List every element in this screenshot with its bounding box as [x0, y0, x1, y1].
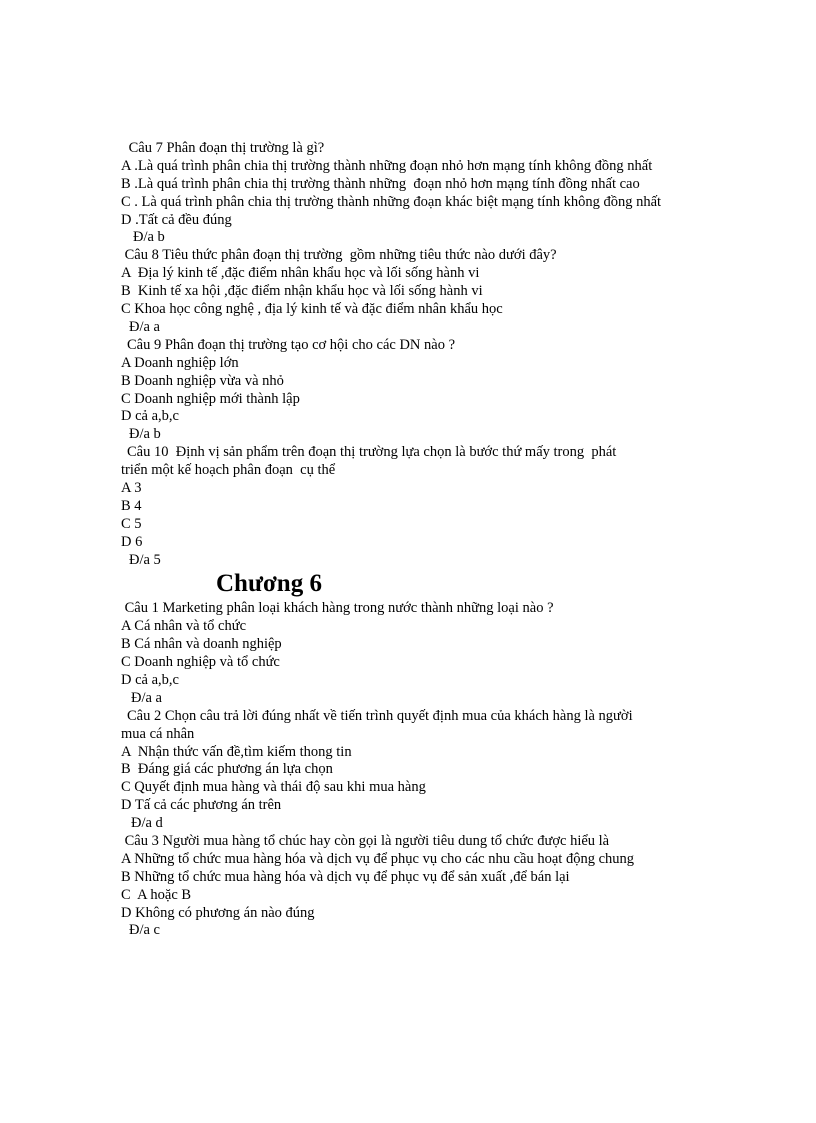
text-line: Đ/a c — [129, 922, 160, 939]
text-line: Đ/a d — [131, 815, 163, 832]
text-line: D Không có phương án nào đúng — [121, 904, 315, 921]
text-line: B Những tổ chức mua hàng hóa và dịch vụ để phục vụ để sản xuất ,để bán lại — [121, 868, 570, 885]
text-line: Đ/a a — [129, 318, 160, 335]
text-line: Câu 7 Phân đoạn thị trường là gì? — [125, 140, 325, 156]
text-line: A .Là quá trình phân chia thị trường thành những đoạn nhỏ hơn mạng tính không đồng nhất — [121, 157, 653, 174]
text-line: Đ/a b — [133, 229, 165, 246]
text-line: C . Là quá trình phân chia thị trường thành những đoạn khác biệt mạng tính không đồng nhất — [121, 193, 662, 210]
text-line: A 3 — [121, 479, 142, 496]
text-line: B 4 — [121, 497, 142, 514]
text-line: Đ/a a — [131, 689, 162, 706]
text-line: D cả a,b,c — [121, 671, 179, 688]
document-body — [121, 140, 701, 940]
text-line: A Những tổ chức mua hàng hóa và dịch vụ để phục vụ cho các nhu cầu hoạt động chung — [121, 850, 635, 867]
text-line: Câu 2 Chọn câu trả lời đúng nhất về tiến trình quyết định mua của khách hàng là người — [127, 707, 633, 724]
text-line: B Kinh tế xa hội ,đặc điểm nhận khẩu học và lối sống hành vi — [121, 283, 483, 300]
text-line: A Doanh nghiệp lớn — [121, 354, 239, 371]
text-line: C Doanh nghiệp và tổ chức — [121, 654, 280, 671]
text-line: Câu 10 Định vị sản phẩm trên đoạn thị trường lựa chọn là bước thứ mấy trong phát — [127, 444, 617, 461]
chapter-heading: Chương 6 — [216, 570, 322, 598]
text-line: C A hoặc B — [121, 886, 192, 903]
text-line: B Doanh nghiệp vừa và nhỏ — [121, 372, 284, 389]
text-line: Câu 9 Phân đoạn thị trường tạo cơ hội cho các DN nào ? — [127, 336, 456, 353]
text-line: D cả a,b,c — [121, 408, 179, 425]
text-line: A Địa lý kinh tế ,đặc điểm nhân khẩu học và lối sống hành vi — [121, 265, 480, 282]
text-line: A Nhận thức vấn đề,tìm kiếm thong tin — [121, 743, 352, 760]
text-line: Câu 3 Người mua hàng tổ chúc hay còn gọi là người tiêu dung tổ chức được hiểu là — [121, 832, 610, 849]
text-line: Câu 8 Tiêu thức phân đoạn thị trường gồm những tiêu thức nào dưới đây? — [121, 247, 557, 264]
text-line: Câu 1 Marketing phân loại khách hàng trong nước thành những loại nào ? — [121, 600, 554, 617]
text-line: Đ/a 5 — [129, 551, 161, 568]
text-line: B Cá nhân và doanh nghiệp — [121, 636, 282, 653]
text-line: D 6 — [121, 533, 143, 550]
text-line: C 5 — [121, 515, 142, 532]
text-line: A Cá nhân và tổ chức — [121, 618, 247, 635]
text-line: triển một kế hoạch phân đoạn cụ thể — [121, 462, 336, 479]
text-line: mua cá nhân — [121, 725, 195, 742]
text-line: B .Là quá trình phân chia thị trường thành những đoạn nhỏ hơn mạng tính đồng nhất cao — [121, 175, 640, 192]
text-line: C Khoa học công nghệ , địa lý kinh tế và đặc điểm nhân khẩu học — [121, 301, 503, 318]
text-line: B Đáng giá các phương án lựa chọn — [121, 761, 333, 778]
text-line: D .Tất cả đều đúng — [121, 211, 232, 228]
text-line: C Quyết định mua hàng và thái độ sau khi mua hàng — [121, 779, 426, 796]
text-line: C Doanh nghiệp mới thành lập — [121, 390, 300, 407]
text-line: D Tấ cả các phương án trên — [121, 797, 282, 814]
text-line: Đ/a b — [129, 426, 161, 443]
